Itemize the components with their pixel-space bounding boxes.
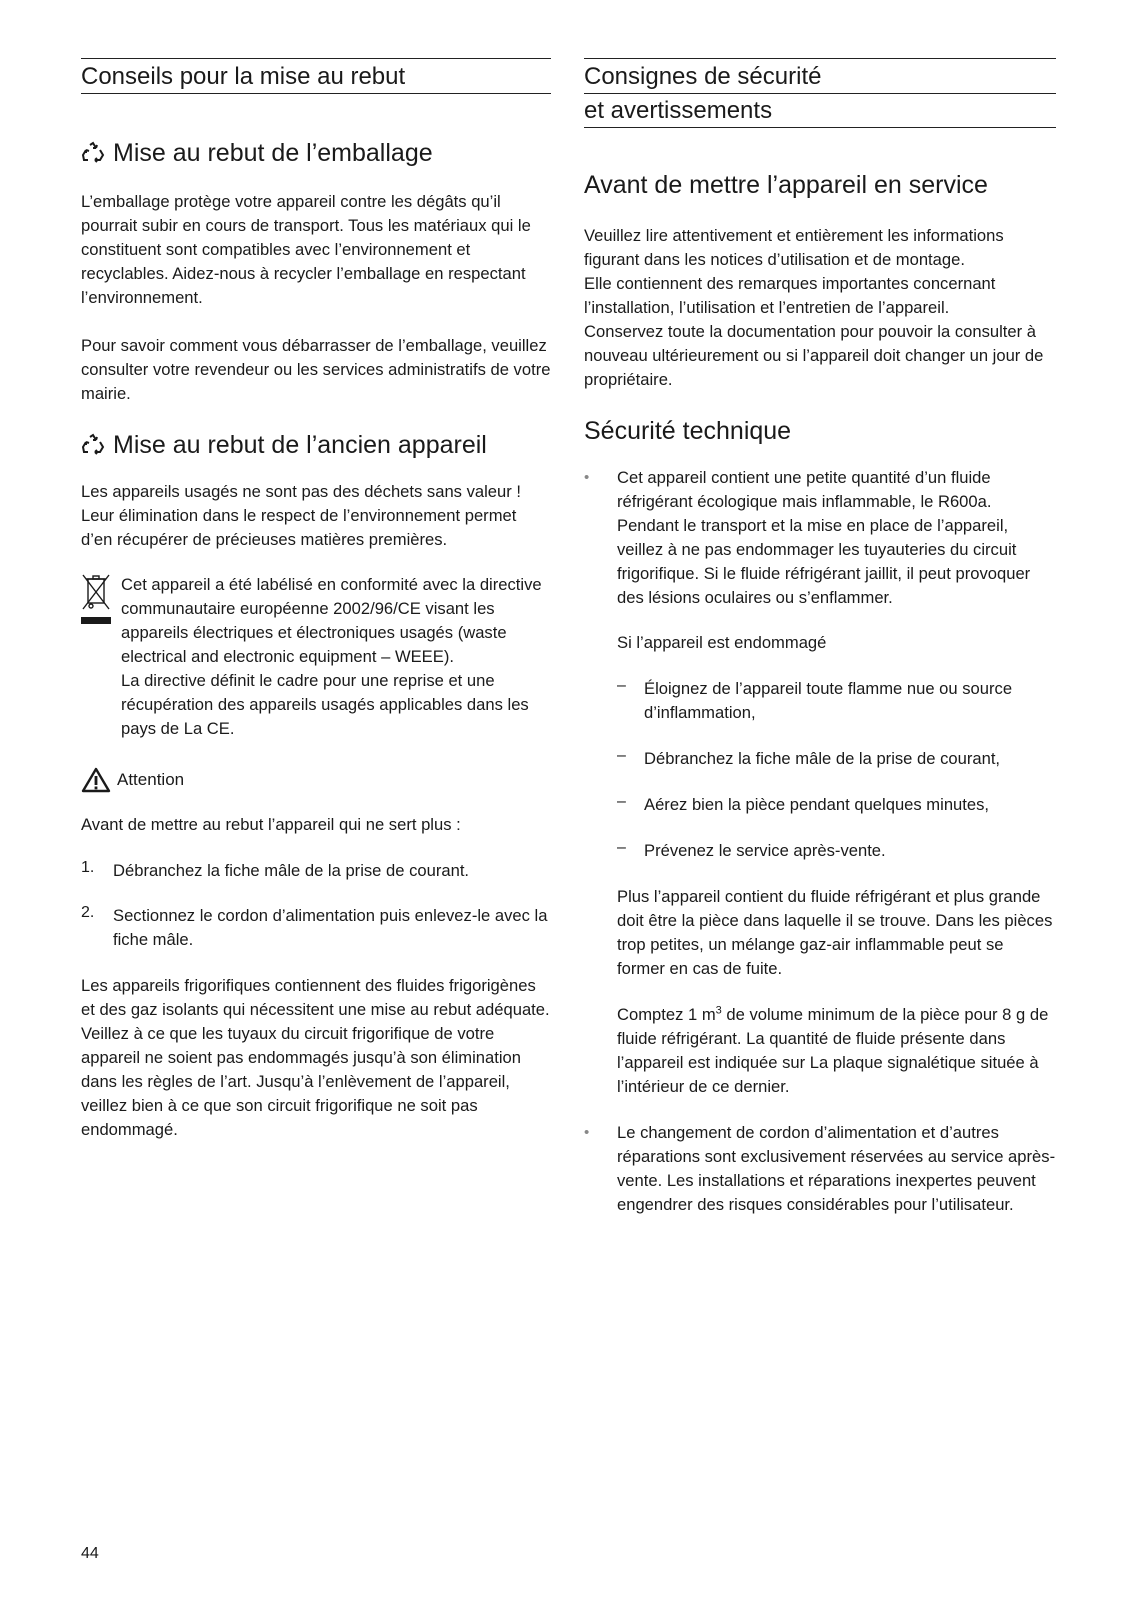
old-appliance-paragraph-1b: Leur élimination dans le respect de l’environnement permet d’en récupérer de précieuses matières premières. bbox=[81, 506, 517, 549]
recycle-icon bbox=[81, 141, 105, 165]
weee-notice bbox=[81, 573, 551, 741]
damaged-subheading: Si l’appareil est endommagé bbox=[617, 633, 827, 652]
weee-paragraph-a: Cet appareil a été labélisé en conformité avec la directive communautaire européenne 2002/96/CE visant les appareils électriques et électroniques usagés (waste electrical and electronic equipment – WEEE). bbox=[121, 575, 542, 666]
dash-item: – Débranchez la fiche mâle de la prise de courant, bbox=[617, 747, 1001, 768]
heading-packaging-disposal: Mise au rebut de l’emballage bbox=[81, 138, 551, 168]
dash-item: – Aérez bien la pièce pendant quelques minutes, bbox=[617, 793, 990, 814]
page-number: 44 bbox=[81, 1545, 99, 1562]
right-column bbox=[584, 58, 1056, 1217]
heading-old-appliance-disposal: Mise au rebut de l’ancien appareil bbox=[81, 430, 551, 460]
dash-item: – Prévenez le service après-vente. bbox=[617, 839, 886, 860]
disposal-step: 1. Débranchez la fiche mâle de la prise de courant. bbox=[81, 859, 470, 880]
weee-paragraph-b: La directive définit le cadre pour une reprise et une récupération des appareils usagés applicables dans les pays de La CE. bbox=[121, 671, 529, 738]
disposal-step: 2. Sectionnez le cordon d’alimentation puis enlevez-le avec la fiche mâle. bbox=[81, 904, 548, 949]
warning-icon bbox=[81, 767, 111, 793]
section-title-safety: Consignes de sécurité et avertissements bbox=[584, 58, 1056, 128]
left-column bbox=[81, 58, 551, 1142]
heading-technical-safety: Sécurité technique bbox=[584, 417, 792, 445]
safety-bullet: • Cet appareil contient une petite quantité d’un fluide réfrigérant écologique mais inflammable, le R600a. Pendant le transport et la mise en place de l’appareil, veillez à ne pas endommager les tuyauteries du circuit frigorifique. Si le fluide réfrigérant jaillit, il peut provoquer des lésions oculaires ou s’enflammer. bbox=[584, 468, 1031, 607]
before-use-paragraph-1: Veuillez lire attentivement et entièrement les informations figurant dans les notices d’utilisation et de montage. bbox=[584, 226, 1004, 269]
dash-item: – Éloignez de l’appareil toute flamme nue ou source d’inflammation, bbox=[617, 677, 1013, 722]
heading-before-use: Avant de mettre l’appareil en service bbox=[584, 171, 988, 199]
volume-paragraph: Comptez 1 $m^3$ de volume minimum de la pièce pour 8 g de fluide réfrigérant. La quantité de fluide présente dans l’appareil est indiquée sur La plaque signalétique située à l’intérieur de ce dernier. bbox=[617, 1004, 1049, 1096]
attention-intro: Avant de mettre au rebut l’appareil qui ne sert plus : bbox=[81, 815, 461, 834]
old-appliance-paragraph-1a: Les appareils usagés ne sont pas des déchets sans valeur ! bbox=[81, 482, 522, 501]
room-size-paragraph: Plus l’appareil contient du fluide réfrigérant et plus grande doit être la pièce dans laquelle il se trouve. Dans les pièces trop petites, un mélange gaz-air inflammable peut se former en cas de fuite. bbox=[617, 887, 1053, 978]
before-use-paragraph-2: Elle contiennent des remarques importantes concernant l’installation, l’utilisation et l’entretien de l’appareil. bbox=[584, 274, 996, 317]
refrigerant-disposal-paragraph: Les appareils frigorifiques contiennent des fluides frigorigènes et des gaz isolants qui nécessitent une mise au rebut adéquate. Veillez à ce que les tuyaux du circuit frigorifique de votre appareil ne soient pas endommagés jusqu’à son élimination dans les règles de l’art. Jusqu’à l’enlèvement de l’appareil, veillez bien à ce que son circuit frigorifique ne soit pas endommagé. bbox=[81, 976, 550, 1139]
attention-heading: Attention bbox=[81, 767, 551, 793]
safety-bullet: • Le changement de cordon d’alimentation et d’autres réparations sont exclusivement réservées au service après-vente. Les installations et réparations inexpertes peuvent engendrer des risques considérables pour l’utilisateur. bbox=[584, 1123, 1056, 1214]
before-use-paragraph-3: Conservez toute la documentation pour pouvoir la consulter à nouveau ultérieurement ou si l’appareil doit changer un jour de propriétaire. bbox=[584, 322, 1044, 389]
packaging-paragraph-1: L’emballage protège votre appareil contre les dégâts qu’il pourrait subir en cours de transport. Tous les matériaux qui le constituent sont compatibles avec l’environnement et recyclables. Aidez-nous à recycler l’emballage en respectant l’environnement. bbox=[81, 192, 531, 307]
crossed-bin-icon bbox=[81, 573, 111, 627]
recycle-icon bbox=[81, 433, 105, 457]
section-title-disposal: Conseils pour la mise au rebut bbox=[81, 58, 551, 94]
packaging-paragraph-2: Pour savoir comment vous débarrasser de l’emballage, veuillez consulter votre revendeur ou les services administratifs de votre mairie. bbox=[81, 336, 551, 403]
